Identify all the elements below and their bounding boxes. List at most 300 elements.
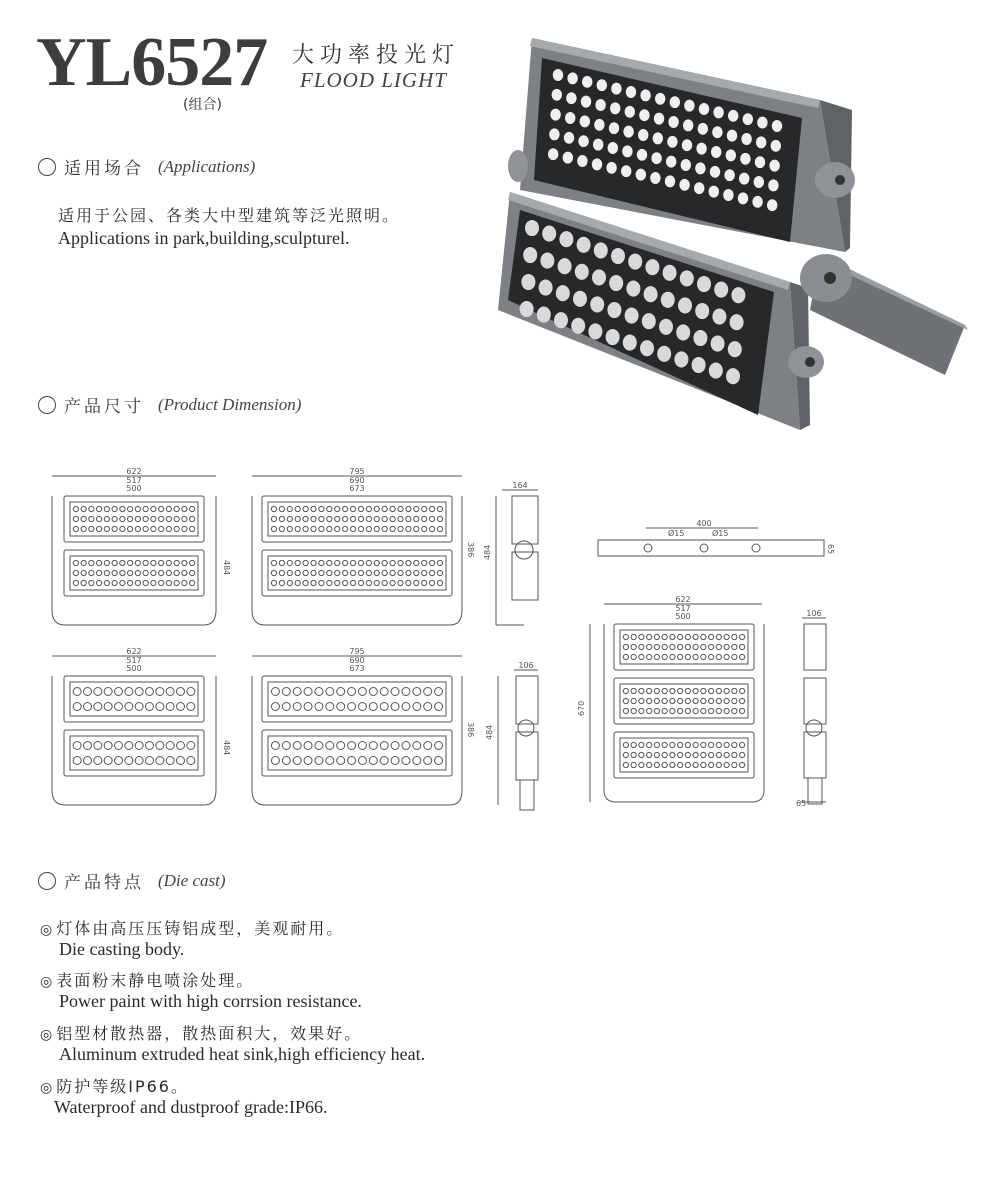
led-dot — [623, 708, 628, 713]
led-dot — [374, 526, 379, 531]
applications-heading-en: (Applications) — [158, 156, 256, 176]
led-dot — [740, 688, 745, 693]
led-dot — [104, 560, 109, 565]
led-dot — [143, 570, 148, 575]
led-dot — [413, 703, 421, 711]
combo-label: (组合) — [183, 97, 222, 113]
led-lens — [645, 259, 659, 275]
applications-text — [58, 205, 400, 249]
led-lens — [554, 312, 568, 328]
led-lens — [709, 186, 719, 198]
led-dot — [156, 742, 164, 750]
led-dot — [311, 526, 316, 531]
led-dot — [125, 688, 133, 696]
led-lens — [549, 128, 559, 140]
led-dot — [716, 634, 721, 639]
led-dot — [380, 742, 388, 750]
led-dot — [662, 644, 667, 649]
led-dot — [166, 688, 174, 696]
led-dot — [271, 742, 279, 750]
applications-heading — [38, 154, 255, 179]
led-lens — [709, 363, 723, 379]
led-dot — [398, 580, 403, 585]
led-dot — [631, 698, 636, 703]
dim-673: 673 — [349, 664, 365, 673]
led-dot — [391, 688, 399, 696]
led-dot — [678, 654, 683, 659]
led-dot — [125, 757, 133, 765]
led-dot — [654, 698, 659, 703]
dim-622: 622 — [675, 595, 691, 604]
led-dot — [282, 703, 290, 711]
led-dot — [398, 516, 403, 521]
led-lens — [521, 274, 535, 290]
led-dot — [112, 526, 117, 531]
led-dot — [112, 560, 117, 565]
led-dot — [670, 644, 675, 649]
led-dot — [319, 506, 324, 511]
led-dot — [654, 762, 659, 767]
led-lens — [663, 265, 677, 281]
led-dot — [724, 644, 729, 649]
led-dot — [151, 516, 156, 521]
led-dot — [422, 580, 427, 585]
led-dot — [159, 560, 164, 565]
led-dot — [94, 757, 102, 765]
led-dot — [693, 654, 698, 659]
led-dot — [693, 752, 698, 757]
led-dot — [271, 580, 276, 585]
led-lens — [683, 119, 693, 131]
led-dot — [413, 757, 421, 765]
feature-item-1 — [40, 916, 344, 960]
led-dot — [732, 708, 737, 713]
led-dot — [709, 644, 714, 649]
led-dot — [271, 703, 279, 711]
led-dot — [662, 742, 667, 747]
led-lens — [739, 173, 749, 185]
circle-bullet-icon — [38, 872, 56, 890]
feature-en: Die casting body. — [59, 939, 185, 959]
led-dot — [670, 752, 675, 757]
model-number: YL6527 — [36, 24, 268, 101]
led-dot — [182, 516, 187, 521]
led-lens — [743, 113, 753, 125]
led-lens — [636, 169, 646, 181]
led-dot — [166, 526, 171, 531]
led-lens — [577, 237, 591, 253]
dim-106: 106 — [518, 661, 534, 670]
led-dot — [380, 688, 388, 696]
led-dot — [724, 762, 729, 767]
drawing-front-622-a — [52, 467, 231, 625]
led-dot — [701, 688, 706, 693]
feature-en: Waterproof and dustproof grade:IP66. — [54, 1097, 328, 1117]
led-dot — [390, 506, 395, 511]
led-dot — [335, 580, 340, 585]
led-dot — [104, 757, 112, 765]
led-dot — [97, 560, 102, 565]
led-dot — [94, 742, 102, 750]
led-dot — [374, 506, 379, 511]
led-dot — [182, 526, 187, 531]
applications-text-cn: 适用于公园、各类大中型建筑等泛光照明。 — [58, 206, 401, 225]
led-dot — [135, 703, 143, 711]
led-dot — [311, 560, 316, 565]
led-dot — [369, 757, 377, 765]
led-lens — [659, 319, 673, 335]
led-lens — [655, 93, 665, 105]
led-dot — [135, 516, 140, 521]
led-lens — [553, 69, 563, 81]
led-dot — [166, 580, 171, 585]
dim-484-side: 484 — [485, 724, 494, 740]
led-dot — [732, 644, 737, 649]
led-dot — [374, 516, 379, 521]
dim-517: 517 — [126, 476, 142, 485]
led-lens — [606, 162, 616, 174]
led-lens — [772, 120, 782, 132]
led-lens — [611, 248, 625, 264]
led-dot — [366, 506, 371, 511]
led-lens — [678, 297, 692, 313]
led-dot — [716, 688, 721, 693]
double-circle-bullet-icon: ◎ — [40, 1027, 55, 1043]
dim-690: 690 — [349, 656, 365, 665]
led-lens — [771, 140, 781, 152]
led-lens — [621, 165, 631, 177]
led-dot — [732, 634, 737, 639]
led-dot — [374, 570, 379, 575]
led-dot — [623, 688, 628, 693]
led-dot — [115, 688, 123, 696]
led-lens — [552, 89, 562, 101]
led-lens — [595, 99, 605, 111]
led-dot — [709, 762, 714, 767]
led-dot — [623, 698, 628, 703]
led-dot — [670, 634, 675, 639]
led-dot — [135, 742, 143, 750]
led-lens — [728, 341, 742, 357]
led-dot — [94, 688, 102, 696]
led-lens — [573, 291, 587, 307]
led-dot — [654, 634, 659, 639]
led-lens — [681, 159, 691, 171]
led-lens — [640, 89, 650, 101]
led-dot — [366, 526, 371, 531]
led-lens — [768, 179, 778, 191]
led-dot — [104, 506, 109, 511]
led-dot — [724, 688, 729, 693]
led-dot — [678, 752, 683, 757]
led-dot — [424, 703, 432, 711]
led-dot — [73, 580, 78, 585]
led-dot — [279, 506, 284, 511]
led-dot — [166, 560, 171, 565]
led-dot — [166, 757, 174, 765]
double-circle-bullet-icon: ◎ — [40, 974, 55, 990]
led-dot — [623, 762, 628, 767]
led-dot — [398, 526, 403, 531]
led-lens — [714, 282, 728, 298]
led-lens — [661, 292, 675, 308]
led-dot — [166, 506, 171, 511]
led-dot — [104, 570, 109, 575]
led-dot — [303, 526, 308, 531]
led-dot — [413, 742, 421, 750]
led-lens — [638, 129, 648, 141]
led-dot — [639, 752, 644, 757]
led-dot — [128, 506, 133, 511]
led-dot — [701, 654, 706, 659]
dim-106: 106 — [806, 609, 822, 618]
led-dot — [271, 570, 276, 575]
led-lens — [539, 280, 553, 296]
led-lens — [625, 308, 639, 324]
dimension-heading-en: (Product Dimension) — [158, 394, 302, 414]
led-dot — [335, 506, 340, 511]
led-dot — [685, 708, 690, 713]
led-lens — [710, 166, 720, 178]
led-dot — [135, 580, 140, 585]
led-dot — [319, 560, 324, 565]
led-dot — [293, 703, 301, 711]
led-lens — [567, 72, 577, 84]
led-dot — [740, 752, 745, 757]
led-lens — [653, 132, 663, 144]
features-heading — [38, 868, 226, 893]
led-lens — [640, 340, 654, 356]
led-dot — [406, 516, 411, 521]
led-dot — [732, 688, 737, 693]
led-dot — [73, 757, 81, 765]
led-dot — [670, 762, 675, 767]
led-dot — [358, 506, 363, 511]
led-dot — [337, 703, 345, 711]
led-dot — [319, 526, 324, 531]
dimension-heading-cn: 产品尺寸 — [64, 397, 144, 417]
led-lens — [756, 136, 766, 148]
led-lens — [713, 106, 723, 118]
led-dot — [435, 757, 443, 765]
led-dot — [311, 580, 316, 585]
led-dot — [293, 688, 301, 696]
led-dot — [343, 580, 348, 585]
led-dot — [740, 742, 745, 747]
led-dot — [174, 560, 179, 565]
led-dot — [271, 526, 276, 531]
led-dot — [391, 757, 399, 765]
dim-690: 690 — [349, 476, 365, 485]
dim-400: 400 — [696, 519, 712, 528]
dim-65: 65 — [796, 799, 807, 808]
feature-en: Aluminum extruded heat sink,high efficiency heat. — [59, 1044, 426, 1064]
led-dot — [337, 688, 345, 696]
led-lens — [650, 172, 660, 184]
led-dot — [187, 703, 195, 711]
led-dot — [81, 526, 86, 531]
led-dot — [190, 580, 195, 585]
led-lens — [623, 335, 637, 351]
led-dot — [112, 516, 117, 521]
knob-lower — [788, 346, 824, 378]
led-dot — [414, 580, 419, 585]
led-dot — [174, 526, 179, 531]
dim-386: 386 — [466, 542, 475, 558]
led-dot — [271, 560, 276, 565]
led-dot — [414, 560, 419, 565]
led-dot — [422, 526, 427, 531]
led-dot — [406, 580, 411, 585]
product-title-en: FLOOD LIGHT — [300, 68, 447, 92]
led-dot — [315, 703, 323, 711]
led-dot — [97, 570, 102, 575]
led-lens — [593, 139, 603, 151]
led-dot — [670, 654, 675, 659]
led-dot — [701, 742, 706, 747]
led-dot — [358, 560, 363, 565]
led-dot — [414, 526, 419, 531]
led-dot — [120, 506, 125, 511]
led-dot — [369, 688, 377, 696]
led-dot — [678, 688, 683, 693]
product-title-cn: 大功率投光灯 — [292, 43, 461, 68]
drawing-front-622-triple — [577, 595, 764, 802]
led-dot — [94, 703, 102, 711]
led-dot — [128, 560, 133, 565]
led-dot — [304, 703, 312, 711]
led-lens — [670, 96, 680, 108]
led-dot — [73, 688, 81, 696]
led-dot — [623, 752, 628, 757]
led-dot — [326, 703, 334, 711]
led-lens — [594, 119, 604, 131]
led-lens — [711, 336, 725, 352]
led-dot — [143, 526, 148, 531]
led-dot — [335, 570, 340, 575]
led-lens — [563, 152, 573, 164]
led-dot — [315, 757, 323, 765]
led-dot — [358, 526, 363, 531]
led-dot — [374, 580, 379, 585]
led-dot — [135, 688, 143, 696]
led-lens — [723, 189, 733, 201]
led-dot — [382, 560, 387, 565]
led-dot — [662, 654, 667, 659]
product-photo — [490, 30, 970, 440]
led-dot — [120, 570, 125, 575]
led-dot — [343, 516, 348, 521]
led-lens — [755, 156, 765, 168]
led-dot — [654, 644, 659, 649]
led-dot — [654, 752, 659, 757]
led-dot — [366, 516, 371, 521]
led-dot — [187, 742, 195, 750]
led-lens — [657, 346, 671, 362]
led-dot — [693, 698, 698, 703]
led-dot — [406, 570, 411, 575]
led-dot — [295, 570, 300, 575]
dim-622: 622 — [126, 467, 142, 476]
led-dot — [390, 580, 395, 585]
led-dot — [115, 757, 123, 765]
led-lens — [626, 281, 640, 297]
led-dot — [647, 708, 652, 713]
led-dot — [424, 742, 432, 750]
led-dot — [343, 506, 348, 511]
led-dot — [398, 570, 403, 575]
led-lens — [731, 287, 745, 303]
led-lens — [594, 242, 608, 258]
led-lens — [752, 196, 762, 208]
led-dot — [685, 688, 690, 693]
led-dot — [358, 580, 363, 585]
led-dot — [190, 570, 195, 575]
led-dot — [282, 742, 290, 750]
led-dot — [337, 757, 345, 765]
dim-484: 484 — [222, 740, 231, 756]
led-dot — [623, 634, 628, 639]
led-dot — [135, 526, 140, 531]
dim-484-side: 484 — [483, 544, 492, 560]
led-dot — [279, 516, 284, 521]
led-dot — [402, 703, 410, 711]
led-dot — [740, 698, 745, 703]
led-dot — [414, 570, 419, 575]
led-dot — [89, 526, 94, 531]
led-dot — [670, 688, 675, 693]
led-dot — [135, 506, 140, 511]
led-lens — [637, 149, 647, 161]
led-dot — [190, 560, 195, 565]
led-lens — [698, 123, 708, 135]
led-dot — [422, 516, 427, 521]
led-dot — [701, 644, 706, 649]
led-lens — [674, 351, 688, 367]
led-dot — [639, 688, 644, 693]
led-dot — [182, 570, 187, 575]
led-dot — [89, 506, 94, 511]
led-dot — [350, 516, 355, 521]
led-dot — [437, 516, 442, 521]
led-dot — [326, 757, 334, 765]
led-dot — [174, 506, 179, 511]
led-dot — [435, 703, 443, 711]
led-lens — [577, 155, 587, 167]
led-dot — [128, 580, 133, 585]
led-dot — [390, 570, 395, 575]
led-dot — [670, 742, 675, 747]
dim-517: 517 — [126, 656, 142, 665]
led-dot — [639, 708, 644, 713]
feature-cn: 铝型材散热器，散热面积大，效果好。 — [56, 1024, 363, 1043]
led-dot — [97, 526, 102, 531]
feature-cn: 灯体由高压压铸铝成型，美观耐用。 — [56, 919, 345, 938]
led-lens — [565, 112, 575, 124]
applications-text-en: Applications in park,building,sculpturel. — [58, 228, 350, 248]
led-dot — [304, 742, 312, 750]
led-dot — [282, 757, 290, 765]
led-dot — [647, 742, 652, 747]
led-dot — [740, 634, 745, 639]
led-dot — [678, 634, 683, 639]
led-dot — [406, 526, 411, 531]
led-dot — [350, 560, 355, 565]
led-dot — [166, 742, 174, 750]
led-dot — [366, 560, 371, 565]
led-lens — [667, 136, 677, 148]
led-dot — [143, 560, 148, 565]
